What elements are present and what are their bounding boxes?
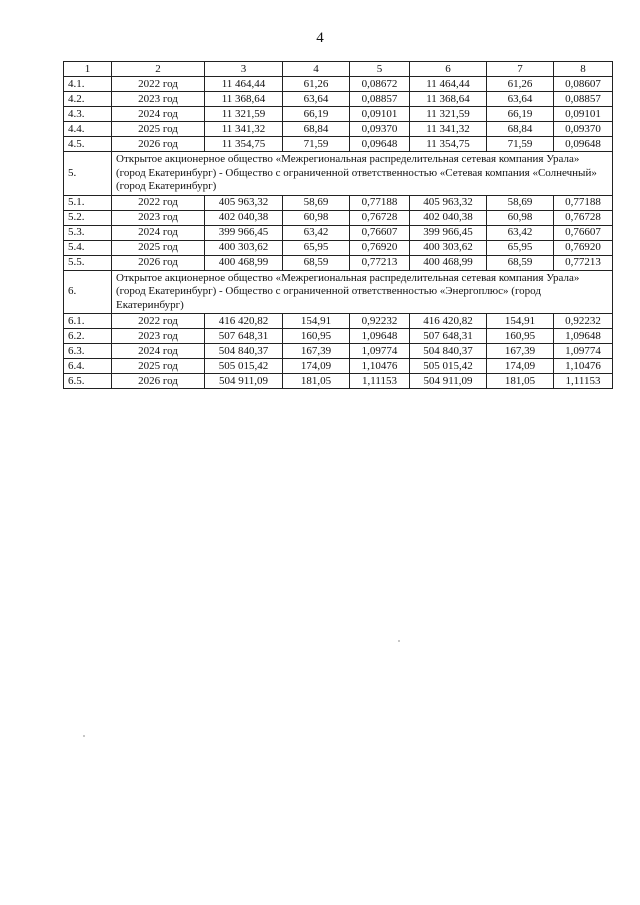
value-col-4: 58,69 xyxy=(283,195,350,210)
value-col-6: 400 468,99 xyxy=(410,255,487,270)
value-col-7: 61,26 xyxy=(487,77,554,92)
value-col-3: 416 420,82 xyxy=(205,314,283,329)
value-col-7: 63,64 xyxy=(487,92,554,107)
value-col-5: 1,11153 xyxy=(350,374,410,389)
value-col-8: 0,08607 xyxy=(554,77,613,92)
value-col-7: 58,69 xyxy=(487,195,554,210)
value-col-6: 405 963,32 xyxy=(410,195,487,210)
column-header: 3 xyxy=(205,62,283,77)
value-col-7: 63,42 xyxy=(487,225,554,240)
column-header: 5 xyxy=(350,62,410,77)
section-number: 6. xyxy=(64,270,112,314)
value-col-6: 11 321,59 xyxy=(410,107,487,122)
row-number: 5.4. xyxy=(64,240,112,255)
value-col-8: 0,76728 xyxy=(554,210,613,225)
value-col-8: 0,08857 xyxy=(554,92,613,107)
column-header: 8 xyxy=(554,62,613,77)
year-label: 2023 год xyxy=(112,329,205,344)
row-number: 5.3. xyxy=(64,225,112,240)
year-label: 2025 год xyxy=(112,122,205,137)
value-col-3: 11 368,64 xyxy=(205,92,283,107)
value-col-3: 11 464,44 xyxy=(205,77,283,92)
column-header: 7 xyxy=(487,62,554,77)
column-header: 4 xyxy=(283,62,350,77)
value-col-7: 60,98 xyxy=(487,210,554,225)
column-header: 2 xyxy=(112,62,205,77)
value-col-3: 402 040,38 xyxy=(205,210,283,225)
value-col-8: 0,09101 xyxy=(554,107,613,122)
tariff-table xyxy=(63,61,613,389)
value-col-5: 1,10476 xyxy=(350,359,410,374)
value-col-8: 1,09774 xyxy=(554,344,613,359)
value-col-6: 11 354,75 xyxy=(410,137,487,152)
year-label: 2026 год xyxy=(112,255,205,270)
table-row xyxy=(64,195,613,210)
value-col-3: 507 648,31 xyxy=(205,329,283,344)
row-number: 4.3. xyxy=(64,107,112,122)
value-col-6: 504 840,37 xyxy=(410,344,487,359)
value-col-6: 400 303,62 xyxy=(410,240,487,255)
value-col-3: 11 341,32 xyxy=(205,122,283,137)
table-row xyxy=(64,374,613,389)
value-col-4: 71,59 xyxy=(283,137,350,152)
year-label: 2023 год xyxy=(112,92,205,107)
table-row xyxy=(64,225,613,240)
value-col-3: 400 468,99 xyxy=(205,255,283,270)
value-col-4: 63,42 xyxy=(283,225,350,240)
year-label: 2023 год xyxy=(112,210,205,225)
year-label: 2025 год xyxy=(112,240,205,255)
value-col-8: 1,11153 xyxy=(554,374,613,389)
value-col-3: 399 966,45 xyxy=(205,225,283,240)
value-col-7: 174,09 xyxy=(487,359,554,374)
year-label: 2024 год xyxy=(112,225,205,240)
value-col-7: 66,19 xyxy=(487,107,554,122)
value-col-8: 0,77213 xyxy=(554,255,613,270)
row-number: 4.5. xyxy=(64,137,112,152)
table-row xyxy=(64,255,613,270)
row-number: 6.2. xyxy=(64,329,112,344)
table-row xyxy=(64,92,613,107)
value-col-7: 68,59 xyxy=(487,255,554,270)
table-row xyxy=(64,329,613,344)
value-col-4: 174,09 xyxy=(283,359,350,374)
value-col-4: 160,95 xyxy=(283,329,350,344)
table-row xyxy=(64,107,613,122)
value-col-5: 0,92232 xyxy=(350,314,410,329)
table-body xyxy=(64,62,613,389)
value-col-3: 400 303,62 xyxy=(205,240,283,255)
table-row xyxy=(64,137,613,152)
table-row xyxy=(64,240,613,255)
value-col-6: 507 648,31 xyxy=(410,329,487,344)
row-number: 6.1. xyxy=(64,314,112,329)
value-col-5: 0,09101 xyxy=(350,107,410,122)
value-col-7: 68,84 xyxy=(487,122,554,137)
value-col-4: 154,91 xyxy=(283,314,350,329)
value-col-5: 0,09648 xyxy=(350,137,410,152)
year-label: 2022 год xyxy=(112,77,205,92)
value-col-8: 0,76920 xyxy=(554,240,613,255)
section-header-row xyxy=(64,270,613,314)
value-col-4: 63,64 xyxy=(283,92,350,107)
row-number: 6.4. xyxy=(64,359,112,374)
value-col-4: 60,98 xyxy=(283,210,350,225)
row-number: 5.2. xyxy=(64,210,112,225)
value-col-7: 154,91 xyxy=(487,314,554,329)
row-number: 6.3. xyxy=(64,344,112,359)
table-row xyxy=(64,210,613,225)
value-col-6: 11 464,44 xyxy=(410,77,487,92)
value-col-4: 181,05 xyxy=(283,374,350,389)
value-col-4: 68,84 xyxy=(283,122,350,137)
value-col-7: 65,95 xyxy=(487,240,554,255)
value-col-6: 505 015,42 xyxy=(410,359,487,374)
section-number: 5. xyxy=(64,152,112,196)
value-col-6: 399 966,45 xyxy=(410,225,487,240)
value-col-6: 402 040,38 xyxy=(410,210,487,225)
year-label: 2024 год xyxy=(112,107,205,122)
value-col-4: 61,26 xyxy=(283,77,350,92)
value-col-4: 66,19 xyxy=(283,107,350,122)
row-number: 5.1. xyxy=(64,195,112,210)
value-col-3: 504 840,37 xyxy=(205,344,283,359)
value-col-7: 181,05 xyxy=(487,374,554,389)
section-title: Открытое акционерное общество «Межрегиональная распределительная сетевая компания Урала» (город Екатеринбург) - Общество с ограниченной ответственностью «Энергоплюс» (город Екатеринбург) xyxy=(112,270,613,314)
value-col-8: 1,10476 xyxy=(554,359,613,374)
value-col-8: 0,92232 xyxy=(554,314,613,329)
table-row xyxy=(64,122,613,137)
column-header: 1 xyxy=(64,62,112,77)
row-number: 5.5. xyxy=(64,255,112,270)
value-col-4: 68,59 xyxy=(283,255,350,270)
value-col-5: 0,08672 xyxy=(350,77,410,92)
value-col-5: 0,76728 xyxy=(350,210,410,225)
scan-speck xyxy=(398,640,400,642)
table-header-row xyxy=(64,62,613,77)
value-col-6: 504 911,09 xyxy=(410,374,487,389)
value-col-5: 0,09370 xyxy=(350,122,410,137)
value-col-8: 0,76607 xyxy=(554,225,613,240)
value-col-4: 167,39 xyxy=(283,344,350,359)
scan-speck xyxy=(83,735,85,737)
year-label: 2022 год xyxy=(112,195,205,210)
value-col-8: 1,09648 xyxy=(554,329,613,344)
section-header-row xyxy=(64,152,613,196)
value-col-4: 65,95 xyxy=(283,240,350,255)
value-col-5: 0,77188 xyxy=(350,195,410,210)
table-row xyxy=(64,314,613,329)
value-col-6: 416 420,82 xyxy=(410,314,487,329)
value-col-5: 0,08857 xyxy=(350,92,410,107)
row-number: 4.2. xyxy=(64,92,112,107)
value-col-7: 160,95 xyxy=(487,329,554,344)
year-label: 2025 год xyxy=(112,359,205,374)
column-header: 6 xyxy=(410,62,487,77)
table-row xyxy=(64,344,613,359)
year-label: 2026 год xyxy=(112,374,205,389)
row-number: 6.5. xyxy=(64,374,112,389)
row-number: 4.1. xyxy=(64,77,112,92)
value-col-6: 11 341,32 xyxy=(410,122,487,137)
year-label: 2026 год xyxy=(112,137,205,152)
value-col-5: 0,76607 xyxy=(350,225,410,240)
table-row xyxy=(64,77,613,92)
value-col-7: 167,39 xyxy=(487,344,554,359)
value-col-3: 504 911,09 xyxy=(205,374,283,389)
value-col-8: 0,09648 xyxy=(554,137,613,152)
section-title: Открытое акционерное общество «Межрегиональная распределительная сетевая компания Урала» (город Екатеринбург) - Общество с ограниченной ответственностью «Сетевая компания «Солнечный» (город Екатеринбург) xyxy=(112,152,613,196)
value-col-3: 11 354,75 xyxy=(205,137,283,152)
year-label: 2024 год xyxy=(112,344,205,359)
value-col-8: 0,09370 xyxy=(554,122,613,137)
value-col-5: 1,09774 xyxy=(350,344,410,359)
value-col-3: 405 963,32 xyxy=(205,195,283,210)
value-col-3: 11 321,59 xyxy=(205,107,283,122)
row-number: 4.4. xyxy=(64,122,112,137)
value-col-6: 11 368,64 xyxy=(410,92,487,107)
value-col-5: 0,77213 xyxy=(350,255,410,270)
value-col-5: 1,09648 xyxy=(350,329,410,344)
page-number: 4 xyxy=(316,30,324,46)
value-col-7: 71,59 xyxy=(487,137,554,152)
value-col-3: 505 015,42 xyxy=(205,359,283,374)
year-label: 2022 год xyxy=(112,314,205,329)
value-col-5: 0,76920 xyxy=(350,240,410,255)
table-row xyxy=(64,359,613,374)
value-col-8: 0,77188 xyxy=(554,195,613,210)
